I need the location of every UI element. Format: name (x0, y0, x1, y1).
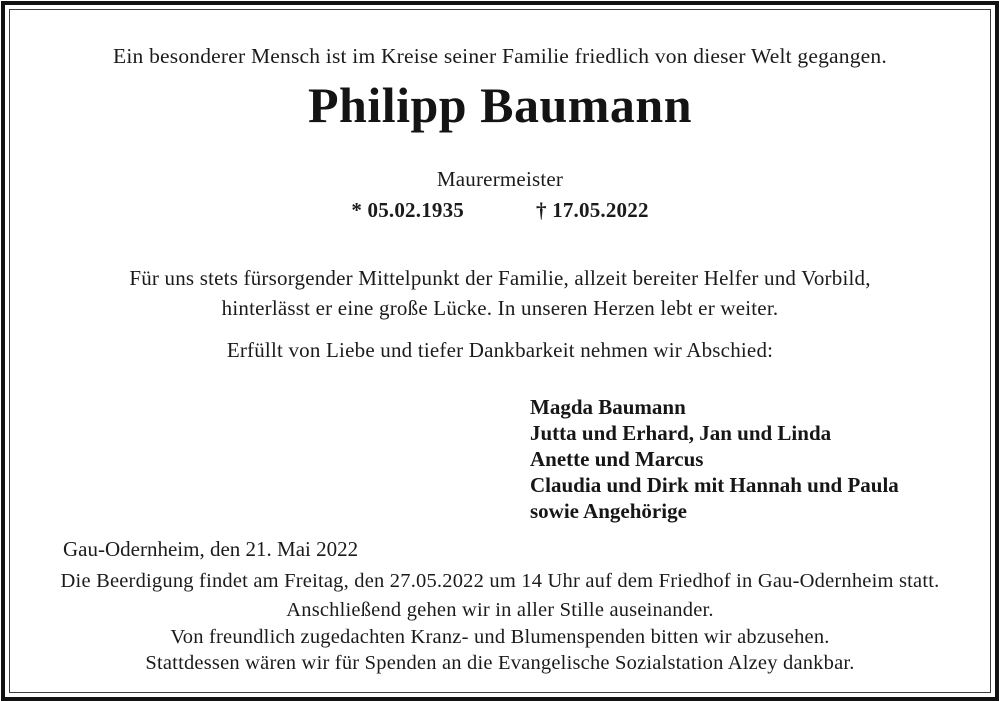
mourner-item: Claudia und Dirk mit Hannah und Paula (530, 473, 899, 497)
deceased-name: Philipp Baumann (307, 77, 693, 133)
tribute-line-1: Für uns stets fürsorgender Mittelpunkt der Familie, allzeit bereiter Helfer und Vorbild, (129, 266, 871, 290)
death-date: † 17.05.2022 (536, 198, 649, 222)
life-dates (0, 199, 1000, 222)
closing-line-1: Anschließend gehen wir in aller Stille auseinander. (286, 599, 714, 621)
profession: Maurermeister (436, 167, 564, 191)
mourner-item: sowie Angehörige (530, 499, 687, 523)
closing-line-2: Von freundlich zugedachten Kranz- und Blumenspenden bitten wir abzusehen. (170, 626, 830, 648)
birth-date: * 05.02.1935 (351, 198, 464, 222)
mourner-item: Jutta und Erhard, Jan und Linda (530, 421, 832, 445)
funeral-info-line: Die Beerdigung findet am Freitag, den 27.05.2022 um 14 Uhr auf dem Friedhof in Gau-Odernheim statt. (60, 570, 940, 592)
farewell-line: Erfüllt von Liebe und tiefer Dankbarkeit nehmen wir Abschied: (226, 338, 774, 362)
mourners-list (530, 394, 899, 524)
closing-line-3: Stattdessen wären wir für Spenden an die Evangelische Sozialstation Alzey dankbar. (145, 652, 855, 674)
mourner-item: Anette und Marcus (530, 447, 704, 471)
intro-line: Ein besonderer Mensch ist im Kreise seiner Familie friedlich von dieser Welt gegangen. (113, 44, 887, 68)
tribute-line-2: hinterlässt er eine große Lücke. In unseren Herzen lebt er weiter. (221, 296, 779, 320)
mourner-item: Magda Baumann (530, 395, 686, 419)
place-and-date: Gau-Odernheim, den 21. Mai 2022 (63, 537, 359, 561)
